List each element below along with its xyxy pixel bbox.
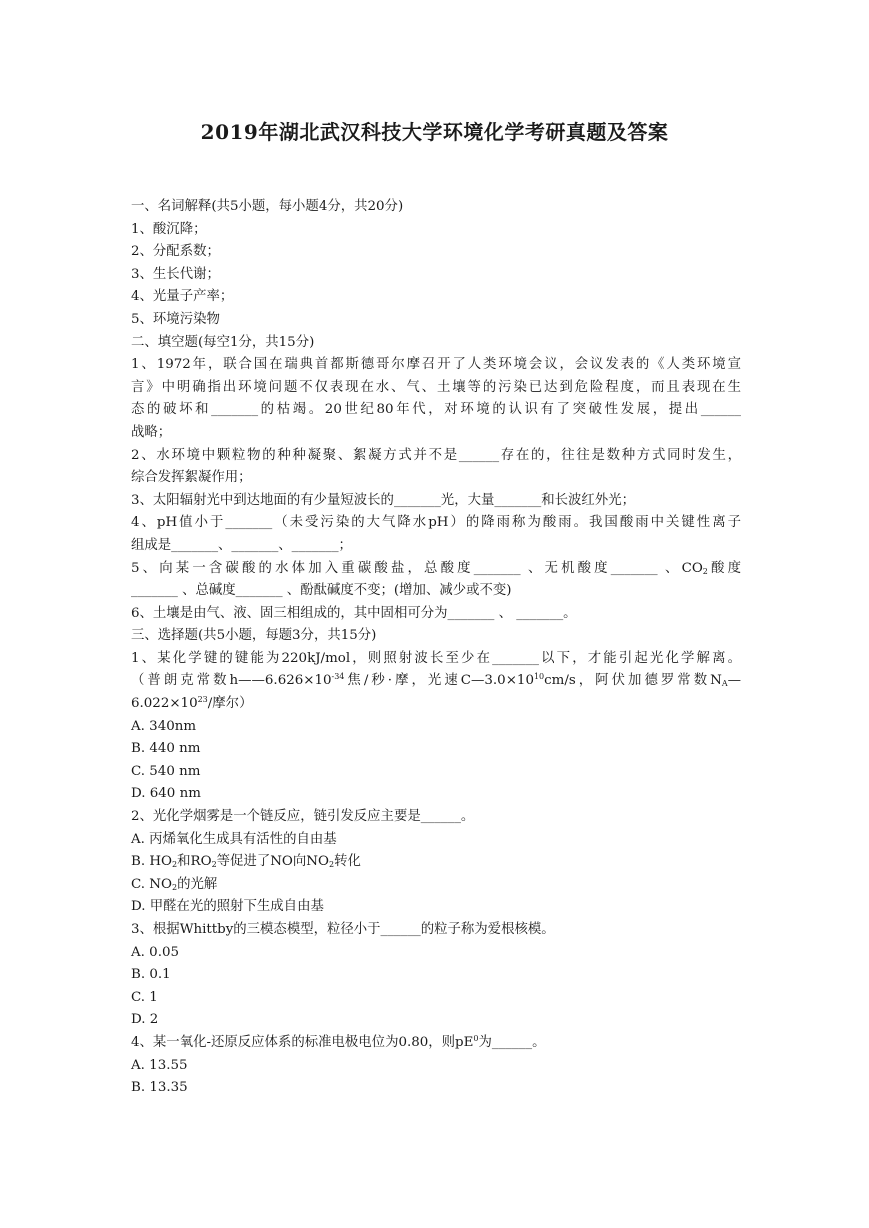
text-segment: D. 2	[131, 1012, 159, 1028]
text-line	[131, 829, 741, 852]
text-segment: /摩尔）	[207, 696, 253, 712]
text-line	[131, 851, 741, 874]
text-segment: D. 甲醛在光的照射下生成自由基	[131, 899, 324, 915]
text-line	[131, 512, 741, 535]
text-line	[131, 693, 741, 716]
text-line	[131, 264, 741, 287]
superscript: -34	[331, 672, 345, 682]
text-segment: 态的破坏和_______的枯竭。20世纪80年代，对环境的认识有了突破性发展，提出______	[131, 402, 741, 418]
superscript: 23	[197, 695, 208, 705]
subscript: 2	[211, 860, 217, 870]
text-line	[131, 241, 741, 264]
text-line	[131, 467, 741, 490]
text-line	[131, 874, 741, 897]
superscript: 0	[473, 1033, 479, 1043]
text-segment: 3、根据Whittby的三模态模型，粒径小于______的粒子称为爱根核模。	[131, 922, 555, 937]
text-segment: C. 540 nm	[131, 763, 201, 779]
text-line	[131, 219, 741, 242]
text-segment: 等促进了NO向NO	[216, 854, 329, 870]
text-line	[131, 422, 741, 445]
text-segment: 1、某化学键的键能为220kJ/mol，则照射波长至少在_______以下，才能引起光化学解离。	[131, 650, 741, 666]
subscript: 2	[172, 860, 178, 870]
text-segment: 1、酸沉降；	[131, 221, 207, 237]
text-segment: （普朗克常数h——6.626×10	[131, 673, 332, 689]
text-segment: _______ 、总碱度_______ 、酚酞碱度不变；(增加、减少或不变)	[131, 583, 512, 599]
text-segment: 二、填空题(每空1分，共15分)	[131, 334, 315, 350]
text-segment: C. NO	[131, 876, 172, 892]
text-segment: 战略；	[131, 424, 172, 440]
text-line	[131, 738, 741, 761]
text-line	[131, 399, 741, 422]
text-segment: 2、光化学烟雾是一个链反应，链引发反应主要是______。	[131, 809, 475, 825]
text-line	[131, 670, 741, 693]
text-line	[131, 535, 741, 558]
subscript: 2	[702, 566, 708, 576]
text-line	[131, 377, 741, 400]
text-line	[131, 196, 741, 219]
text-segment: B. 440 nm	[131, 741, 201, 757]
text-line	[131, 942, 741, 965]
text-line	[131, 558, 741, 581]
text-line	[131, 648, 741, 671]
text-segment: 4、光量子产率；	[131, 289, 234, 305]
text-line	[131, 1032, 741, 1055]
text-line	[131, 806, 741, 829]
text-segment: B. 13.35	[131, 1080, 188, 1096]
text-segment: 言》中明确指出环境问题不仅表现在水、气、土壤等的污染已达到危险程度，而且表现在生	[131, 379, 741, 395]
text-line	[131, 919, 741, 942]
text-segment: 4、pH值小于_______（未受污染的大气降水pH）的降雨称为酸雨。我国酸雨中关键性离子	[131, 515, 741, 531]
text-segment: 三、选择题(共5小题，每题3分，共15分)	[131, 628, 377, 644]
text-line	[131, 987, 741, 1010]
document-title: 2019年湖北武汉科技大学环境化学考研真题及答案	[200, 120, 669, 144]
text-line	[131, 580, 741, 603]
text-line	[131, 445, 741, 468]
text-segment: A. 0.05	[131, 944, 179, 960]
text-segment: 2、水环境中颗粒物的种种凝聚、絮凝方式并不是______存在的，往往是数种方式同时发生，	[131, 447, 741, 463]
text-segment: 焦/秒·摩，光速C—3.0×10	[344, 673, 534, 689]
text-segment: 2、分配系数；	[131, 244, 220, 260]
text-segment: 5、向某一含碳酸的水体加入重碳酸盐，总酸度_______ 、无机酸度_______ 、CO	[131, 560, 703, 576]
text-segment: A. 13.55	[131, 1057, 188, 1073]
text-line	[131, 332, 741, 355]
text-line	[131, 603, 741, 626]
subscript: A	[721, 679, 728, 689]
text-segment: 一、名词解释(共5小题，每小题4分，共20分)	[131, 199, 404, 214]
subscript: 2	[329, 860, 335, 870]
text-line	[131, 1055, 741, 1078]
text-line	[131, 783, 741, 806]
text-line	[131, 1009, 741, 1032]
text-segment: B. 0.1	[131, 967, 171, 983]
text-segment: 的光解	[177, 876, 218, 892]
text-segment: B. HO	[131, 854, 173, 870]
text-line	[131, 761, 741, 784]
text-line	[131, 309, 741, 332]
text-segment: 和RO	[177, 854, 212, 870]
text-segment: C. 1	[131, 989, 158, 1005]
text-segment: 6.022×10	[131, 696, 198, 712]
text-line	[131, 625, 741, 648]
text-line	[131, 716, 741, 739]
text-line	[131, 1077, 741, 1100]
subscript: 2	[171, 882, 178, 892]
text-segment: 综合发挥絮凝作用；	[131, 470, 252, 486]
text-line	[131, 286, 741, 309]
text-segment: 酸度	[707, 560, 741, 576]
text-segment: A. 340nm	[131, 718, 197, 734]
text-segment: 组成是_______、_______、_______；	[131, 537, 352, 553]
superscript: 10	[533, 672, 545, 682]
text-segment: 4、某一氧化-还原反应体系的标准电极电位为0.80，则pE	[131, 1034, 474, 1050]
text-segment: 6、土壤是由气、液、固三相组成的，其中固相可分为_______ 、 _______。	[131, 605, 577, 621]
text-segment: 3、生长代谢；	[131, 266, 220, 282]
text-segment: D. 640 nm	[131, 786, 201, 802]
text-segment: 3、太阳辐射光中到达地面的有少量短波长的_______光，大量_______和长波红外光；	[131, 492, 635, 508]
text-line	[131, 896, 741, 919]
text-segment: cm/s，阿伏加德罗常数N	[544, 673, 722, 689]
text-segment: 为______。	[478, 1034, 546, 1050]
text-line	[131, 490, 741, 513]
text-line	[131, 354, 741, 377]
text-segment: 转化	[334, 854, 361, 870]
text-segment: 1、1972年，联合国在瑞典首都斯德哥尔摩召开了人类环境会议，会议发表的《人类环境宣	[131, 357, 741, 373]
document-body	[131, 196, 741, 1100]
text-segment: —	[727, 673, 742, 689]
text-segment: 5、环境污染物	[131, 311, 220, 327]
text-line	[131, 964, 741, 987]
text-segment: A. 丙烯氧化生成具有活性的自由基	[131, 831, 337, 847]
